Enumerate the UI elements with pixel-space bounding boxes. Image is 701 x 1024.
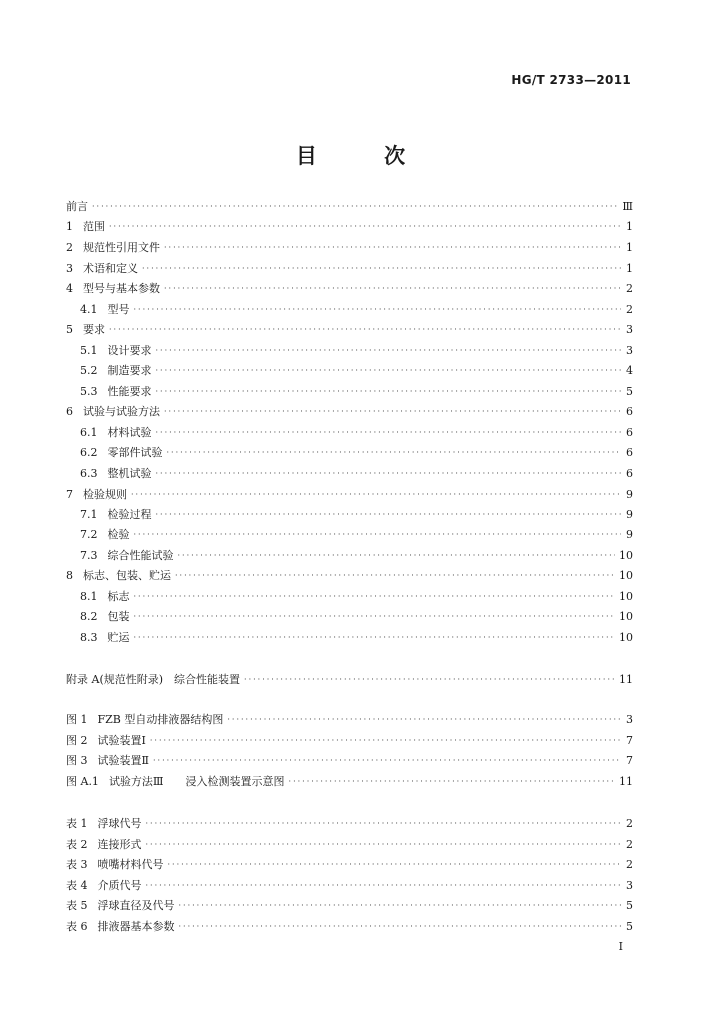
toc-entry[interactable] [66, 385, 633, 400]
dot-leader [164, 282, 621, 296]
toc-entry-number: 表 4 [66, 879, 88, 892]
toc-entry-number: 7.2 [80, 528, 98, 541]
toc-entry-label [66, 569, 171, 583]
toc-entry-page: 9 [626, 528, 633, 541]
toc-entry-label [66, 838, 142, 852]
toc-entry-label [66, 508, 152, 522]
toc-entry-label [66, 385, 152, 399]
toc-entry[interactable] [66, 610, 633, 625]
toc-entry-page: 7 [626, 734, 633, 747]
toc-entry-number: 3 [66, 262, 73, 275]
dot-leader [109, 220, 621, 234]
toc-entry-label [66, 858, 164, 872]
toc-entry-text: 排液器基本参数 [97, 920, 175, 933]
dot-leader [146, 838, 622, 852]
dot-leader [134, 590, 616, 604]
dot-leader [92, 200, 618, 214]
toc-entry-page: 10 [619, 631, 633, 644]
toc-entry-number: 5 [66, 323, 73, 336]
toc-entry-text: 包装 [107, 610, 130, 623]
toc-entry-label [66, 467, 152, 481]
toc-entry-text: 零部件试验 [107, 446, 163, 459]
toc-entry-text: 型号与基本参数 [83, 282, 160, 295]
dot-leader [179, 899, 622, 913]
toc-entry-label [66, 220, 105, 234]
toc-entry-number: 4 [66, 282, 73, 295]
toc-entry-text: 浮球代号 [97, 817, 142, 830]
toc-entry-text: 材料试验 [107, 426, 152, 439]
toc-entry-number: 7 [66, 488, 73, 501]
toc-entry-page: 9 [626, 508, 633, 521]
toc-entry-page: 1 [626, 220, 633, 233]
toc-entry-label [66, 241, 160, 255]
toc-entry-number: 5.3 [80, 385, 98, 398]
toc-entry[interactable] [66, 817, 633, 832]
toc-entry-number: 图 1 [66, 713, 88, 726]
toc-entry-text: 综合性能试验 [107, 549, 174, 562]
dot-leader [178, 549, 616, 563]
dot-leader [179, 920, 622, 934]
toc-entry-text: 介质代号 [97, 879, 142, 892]
toc-entry-label [66, 426, 152, 440]
toc-entry-label [66, 549, 174, 563]
toc-entry-label [66, 734, 146, 748]
toc-entry-number: 图 A.1 [66, 775, 99, 788]
toc-entry-page: 2 [626, 282, 633, 295]
toc-entry-label [66, 590, 130, 604]
toc-entry-label [66, 344, 152, 358]
dot-leader [156, 364, 622, 378]
toc-entry[interactable] [66, 673, 633, 688]
toc-entry-page: 3 [626, 323, 633, 336]
toc-entry-text: 贮运 [107, 631, 130, 644]
toc-entry-text: 标志、包装、贮运 [83, 569, 171, 582]
toc-entry-page: 4 [626, 364, 633, 377]
toc-entry-page: 6 [626, 405, 633, 418]
toc-entry-number: 1 [66, 220, 73, 233]
toc-entry[interactable] [66, 754, 633, 769]
dot-leader [134, 528, 622, 542]
toc-entry[interactable] [66, 446, 633, 461]
toc-entry-number: 表 1 [66, 817, 88, 830]
toc-entry-label [66, 364, 152, 378]
toc-entry-label [66, 528, 130, 542]
toc-entry-page: 6 [626, 426, 633, 439]
dot-leader [134, 610, 616, 624]
dot-leader [153, 754, 621, 768]
toc-entry[interactable] [66, 879, 633, 894]
toc-entry-text: 标志 [107, 590, 130, 603]
toc-entry[interactable] [66, 364, 633, 379]
toc-entry-text: 试验与试验方法 [83, 405, 160, 418]
toc-entry-label [66, 713, 223, 727]
toc-entry[interactable] [66, 405, 633, 420]
toc-entry-page: 5 [626, 899, 633, 912]
toc-entry-number: 8.1 [80, 590, 98, 603]
toc-entry-number: 8 [66, 569, 73, 582]
toc-entry[interactable] [66, 775, 633, 790]
toc-entry-number: 2 [66, 241, 73, 254]
toc-entry-page: 10 [619, 569, 633, 582]
toc-entry-page: 7 [626, 754, 633, 767]
toc-entry-text: 检验规则 [83, 488, 127, 501]
toc-entry-number: 表 6 [66, 920, 88, 933]
toc-entry-page: 10 [619, 610, 633, 623]
toc-entry[interactable] [66, 220, 633, 235]
toc-entry-number: 4.1 [80, 303, 98, 316]
toc-entry-label [66, 303, 130, 317]
toc-entry-number: 7.1 [80, 508, 98, 521]
toc-entry-label [66, 405, 160, 419]
toc-entry-number: 8.2 [80, 610, 98, 623]
toc-entry-text: 检验 [107, 528, 130, 541]
toc-entry-text: 喷嘴材料代号 [97, 858, 164, 871]
toc-entry[interactable] [66, 590, 633, 605]
toc-entry[interactable] [66, 344, 633, 359]
toc-entry-page: 10 [619, 549, 633, 562]
toc-entry-page: 6 [626, 467, 633, 480]
toc-entry-page: 5 [626, 920, 633, 933]
dot-leader [156, 426, 622, 440]
toc-entry-text: 试验装置Ⅱ [97, 754, 149, 767]
dot-leader [167, 446, 622, 460]
toc-entry-text: 设计要求 [107, 344, 152, 357]
toc-entry[interactable] [66, 282, 633, 297]
toc-entry-label [66, 631, 130, 645]
toc-entry-page: 3 [626, 879, 633, 892]
toc-entry[interactable] [66, 323, 633, 338]
toc-entry[interactable] [66, 303, 633, 318]
dot-leader [146, 817, 622, 831]
toc-entry[interactable] [66, 467, 633, 482]
toc-entry[interactable] [66, 508, 633, 523]
toc-entry-label [66, 920, 175, 934]
toc-entry-number: 图 2 [66, 734, 88, 747]
dot-leader [289, 775, 615, 789]
toc-entry-text: 试验装置Ⅰ [97, 734, 146, 747]
toc-entry-page: 1 [626, 262, 633, 275]
toc-entry-number: 5.1 [80, 344, 98, 357]
toc-entry-text: 制造要求 [107, 364, 152, 377]
toc-entry-text: 要求 [83, 323, 105, 336]
toc-entry-text: 试验方法Ⅲ 浸入检测装置示意图 [108, 775, 285, 788]
toc-entry-number: 6.2 [80, 446, 98, 459]
dot-leader [146, 879, 622, 893]
toc-entry-label [66, 673, 240, 687]
toc-entry-page: 2 [626, 303, 633, 316]
dot-leader [175, 569, 615, 583]
dot-leader [244, 673, 615, 687]
toc-entry[interactable] [66, 241, 633, 256]
toc-entry-page: Ⅲ [622, 200, 633, 213]
toc-entry-label [66, 262, 138, 276]
toc-entry[interactable] [66, 713, 633, 728]
toc-entry-number: 表 3 [66, 858, 88, 871]
dot-leader [156, 508, 622, 522]
dot-leader [156, 467, 622, 481]
toc-entry-page: 11 [619, 775, 633, 788]
toc-entry[interactable] [66, 838, 633, 853]
toc-entry-page: 1 [626, 241, 633, 254]
page-title: 目 次 [295, 144, 436, 168]
toc-entry-page: 3 [626, 713, 633, 726]
dot-leader [156, 385, 622, 399]
toc-entry-text: 前言 [66, 200, 88, 213]
standard-code: HG/T 2733—2011 [511, 73, 631, 87]
toc-entry[interactable] [66, 528, 633, 543]
toc-entry-text: 检验过程 [107, 508, 152, 521]
toc-entry-text: 规范性引用文件 [83, 241, 160, 254]
page-number: Ⅰ [618, 940, 623, 953]
toc-entry-label [66, 282, 160, 296]
toc-entry-number: 图 3 [66, 754, 88, 767]
toc-entry-label [66, 200, 88, 214]
toc-entry[interactable] [66, 569, 633, 584]
toc-entry[interactable] [66, 899, 633, 914]
dot-leader [156, 344, 622, 358]
dot-leader [168, 858, 622, 872]
toc-entry-number: 6.1 [80, 426, 98, 439]
toc-entry-page: 6 [626, 446, 633, 459]
toc-entry[interactable] [66, 200, 633, 215]
toc-entry-number: 6 [66, 405, 73, 418]
dot-leader [109, 323, 621, 337]
toc-entry-text: 范围 [83, 220, 105, 233]
toc-entry-text: 附录 A(规范性附录) 综合性能装置 [66, 673, 241, 686]
dot-leader [227, 713, 621, 727]
toc-entry-text: 性能要求 [107, 385, 152, 398]
dot-leader [134, 303, 622, 317]
toc-entry-page: 3 [626, 344, 633, 357]
dot-leader [150, 734, 621, 748]
toc-entry-label [66, 610, 130, 624]
toc-entry-label [66, 879, 142, 893]
toc-entry-label [66, 323, 105, 337]
toc-entry-text: FZB 型自动排液器结构图 [97, 713, 224, 726]
toc-entry[interactable] [66, 920, 633, 935]
toc-entry[interactable] [66, 858, 633, 873]
dot-leader [131, 488, 621, 502]
toc-entry-page: 10 [619, 590, 633, 603]
toc-entry[interactable] [66, 426, 633, 441]
toc-entry-text: 浮球直径及代号 [97, 899, 175, 912]
toc-entry-text: 连接形式 [97, 838, 142, 851]
toc-entry-label [66, 817, 142, 831]
toc-entry-page: 5 [626, 385, 633, 398]
toc-entry-page: 2 [626, 838, 633, 851]
toc-entry-page: 11 [619, 673, 633, 686]
toc-entry-number: 6.3 [80, 467, 98, 480]
toc-entry[interactable] [66, 631, 633, 646]
toc-entry[interactable] [66, 262, 633, 277]
toc-entry[interactable] [66, 549, 633, 564]
toc-entry-text: 术语和定义 [83, 262, 138, 275]
toc-entry-page: 9 [626, 488, 633, 501]
toc-entry-label [66, 899, 175, 913]
toc-entry-text: 整机试验 [107, 467, 152, 480]
dot-leader [142, 262, 621, 276]
toc-entry-label [66, 775, 285, 789]
dot-leader [134, 631, 616, 645]
toc-entry-number: 5.2 [80, 364, 98, 377]
toc-entry-label [66, 754, 149, 768]
toc-entry-number: 表 2 [66, 838, 88, 851]
toc-entry-page: 2 [626, 858, 633, 871]
toc-entry-label [66, 488, 127, 502]
toc-entry-label [66, 446, 163, 460]
toc-entry-number: 8.3 [80, 631, 98, 644]
toc-entry[interactable] [66, 734, 633, 749]
toc-entry-number: 7.3 [80, 549, 98, 562]
toc-entry-page: 2 [626, 817, 633, 830]
toc-entry[interactable] [66, 488, 633, 503]
toc-entry-text: 型号 [107, 303, 130, 316]
toc-entry-number: 表 5 [66, 899, 88, 912]
dot-leader [164, 241, 621, 255]
dot-leader [164, 405, 621, 419]
